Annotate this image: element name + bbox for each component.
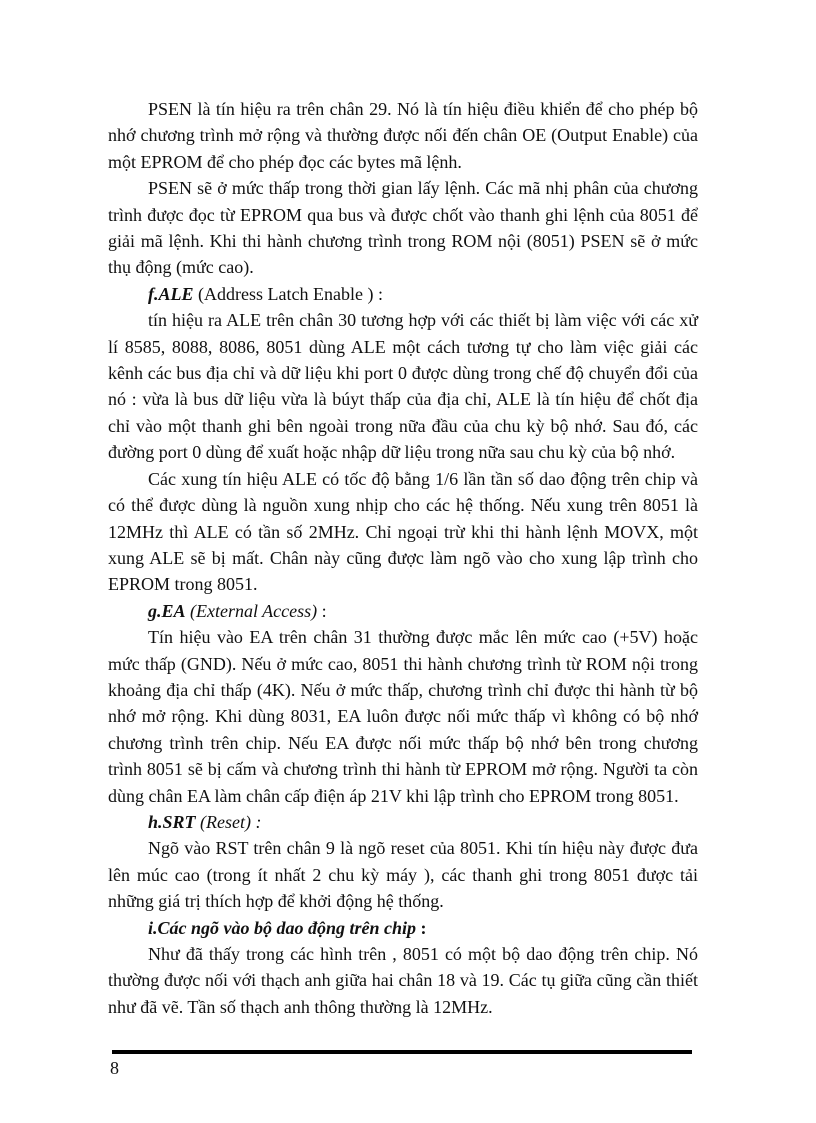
heading-oscillator-tail: : <box>416 917 427 938</box>
heading-ea-tail: : <box>317 600 327 621</box>
heading-srt-label: h.SRT <box>148 811 196 832</box>
heading-srt-rest: (Reset) : <box>195 811 262 832</box>
heading-ale <box>108 281 698 307</box>
heading-ea <box>108 598 698 624</box>
footer-rule <box>112 1050 692 1054</box>
heading-oscillator <box>108 915 698 941</box>
heading-ea-rest: (External Access) <box>185 600 318 621</box>
paragraph-reset: Ngõ vào RST trên chân 9 là ngõ reset của 8051. Khi tín hiệu này được đưa lên múc cao (trong ít nhất 2 chu kỳ máy ), các thanh ghi trong 8051 được tải những giá trị thích hợp để khởi động hệ thống. <box>108 838 698 912</box>
heading-srt <box>108 809 698 835</box>
paragraph-ale-pulses: Các xung tín hiệu ALE có tốc độ bằng 1/6 lần tần số dao động trên chip và có thể được dùng là nguồn xung nhịp cho các hệ thống. Nếu xung trên 8051 là 12MHz thì ALE có tần số 2MHz. Chỉ ngoại trừ khi thi hành lệnh MOVX, một xung ALE sẽ bị mất. Chân này cũng được làm ngõ vào cho xung lập trình cho EPROM trong 8051. <box>108 468 698 595</box>
paragraph-oscillator: Như đã thấy trong các hình trên , 8051 có một bộ dao động trên chip. Nó thường được nối với thạch anh giữa hai chân 18 và 19. Các tụ giữa cũng cần thiết như đã vẽ. Tần số thạch anh thông thường là 12MHz. <box>108 944 698 1017</box>
heading-ale-rest: (Address Latch Enable ) : <box>193 283 383 304</box>
page-number: 8 <box>110 1058 119 1078</box>
heading-ale-label: f.ALE <box>148 283 194 304</box>
document-body <box>108 96 698 1020</box>
paragraph-ale: tín hiệu ra ALE trên chân 30 tương hợp với các thiết bị làm việc với các xử lí 8585, 8088, 8086, 8051 dùng ALE một cách tương tự cho làm việc giải các kênh các bus địa chỉ và dữ liệu khi port 0 được dùng trong chế độ chuyển đổi của nó : vừa là bus dữ liệu vừa là búyt thấp của địa chỉ, ALE là tín hiệu để chốt địa chỉ vào một thanh ghi bên ngoài trong nữa đầu của chu kỳ bộ nhớ. Sau đó, các đường port 0 dùng để xuất hoặc nhập dữ liệu trong nữa sau chu kỳ của bộ nhớ. <box>108 310 698 463</box>
paragraph-psen: PSEN là tín hiệu ra trên chân 29. Nó là tín hiệu điều khiển để cho phép bộ nhớ chương trình mở rộng và thường được nối đến chân OE (Output Enable) của một EPROM để cho phép đọc các bytes mã lệnh. <box>108 99 698 172</box>
heading-oscillator-label: i.Các ngõ vào bộ dao động trên chip <box>148 917 417 938</box>
paragraph-ea: Tín hiệu vào EA trên chân 31 thường được mắc lên mức cao (+5V) hoặc mức thấp (GND). Nếu ở mức cao, 8051 thi hành chương trình từ ROM nội trong khoảng địa chỉ thấp (4K). Nếu ở mức thấp, chương trình chỉ được thi hành từ bộ nhớ mở rộng. Khi dùng 8031, EA luôn được nối mức thấp vì không có bộ nhớ chương trình trên chip. Nếu EA được nối mức thấp bộ nhớ bên trong chương trình 8051 sẽ bị cấm và chương trình thi hành từ EPROM mở rộng. Người ta còn dùng chân EA làm chân cấp điện áp 21V khi lập trình cho EPROM trong 8051. <box>108 627 698 806</box>
heading-ea-label: g.EA <box>148 600 186 621</box>
paragraph-psen-low: PSEN sẽ ở mức thấp trong thời gian lấy lệnh. Các mã nhị phân của chương trình được đọc từ EPROM qua bus và được chốt vào thanh ghi lệnh của 8051 để giải mã lệnh. Khi thi hành chương trình trong ROM nội (8051) PSEN sẽ ở mức thụ động (mức cao). <box>108 178 698 278</box>
